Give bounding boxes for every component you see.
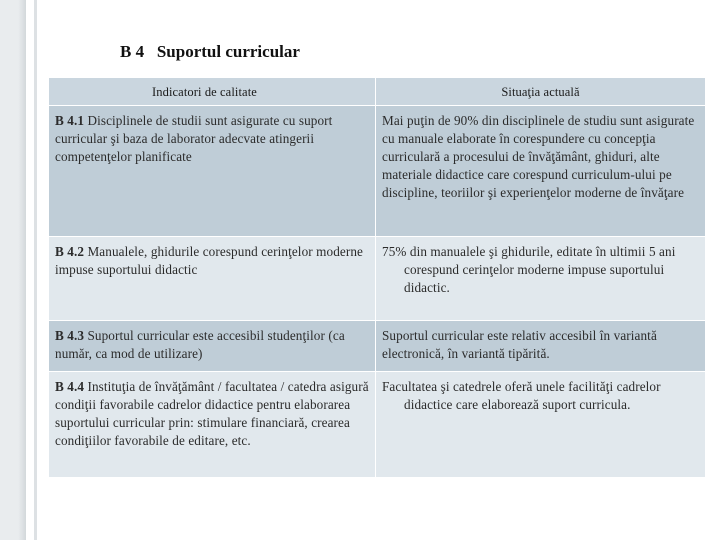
table-row: [49, 372, 706, 478]
indicator-code: B 4.4: [55, 379, 85, 394]
indicator-text: Suportul curricular este accesibil studenţilor (ca număr, ca mod de utilizare): [55, 328, 345, 361]
header-current-situation: Situaţia actuală: [376, 78, 706, 106]
indicator-code: B 4.2: [55, 244, 85, 259]
status-cell: Facultatea şi catedrele oferă unele facilităţi cadrelor didactice care elaborează suport curricula.: [376, 372, 706, 478]
table-row: [49, 237, 706, 321]
status-cell: Mai puţin de 90% din disciplinele de studiu sunt asigurate cu manuale elaborate în corespundere cu concepţia curriculară a procesului de învăţământ, ghiduri, alte materiale didactice care corespund curriculum-ului pe discipline, teoriilor şi experienţelor moderne de învăţare: [376, 106, 706, 237]
indicator-cell: [49, 237, 376, 321]
indicator-code: B 4.3: [55, 328, 85, 343]
table-header-row: [49, 78, 706, 106]
decorative-left-bar: [0, 0, 26, 540]
header-indicators: Indicatori de calitate: [49, 78, 376, 106]
indicator-text: Instituţia de învăţământ / facultatea / catedra asigură condiţii favorabile cadrelor didactice pentru elaborarea suportului curricular prin: stimulare financiară, crearea condiţiilor favorabile de editare, etc.: [55, 379, 369, 448]
table-row: [49, 106, 706, 237]
indicator-cell: [49, 372, 376, 478]
table-row: [49, 321, 706, 372]
status-cell: Suportul curricular este relativ accesibil în variantă electronică, în variantă tipărită.: [376, 321, 706, 372]
quality-indicators-table: [48, 77, 706, 478]
slide-title: B 4 Suportul curricular: [120, 42, 300, 61]
indicator-cell: [49, 321, 376, 372]
indicator-text: Disciplinele de studii sunt asigurate cu suport curricular şi baza de laborator adecvate atingerii competenţelor planificate: [55, 113, 333, 164]
indicator-code: B 4.1: [55, 113, 85, 128]
status-cell: 75% din manualele şi ghidurile, editate în ultimii 5 ani corespund cerinţelor moderne impuse suportului didactic.: [376, 237, 706, 321]
decorative-left-line: [34, 0, 37, 540]
indicator-cell: [49, 106, 376, 237]
indicator-text: Manualele, ghidurile corespund cerinţelor moderne impuse suportului didactic: [55, 244, 363, 277]
